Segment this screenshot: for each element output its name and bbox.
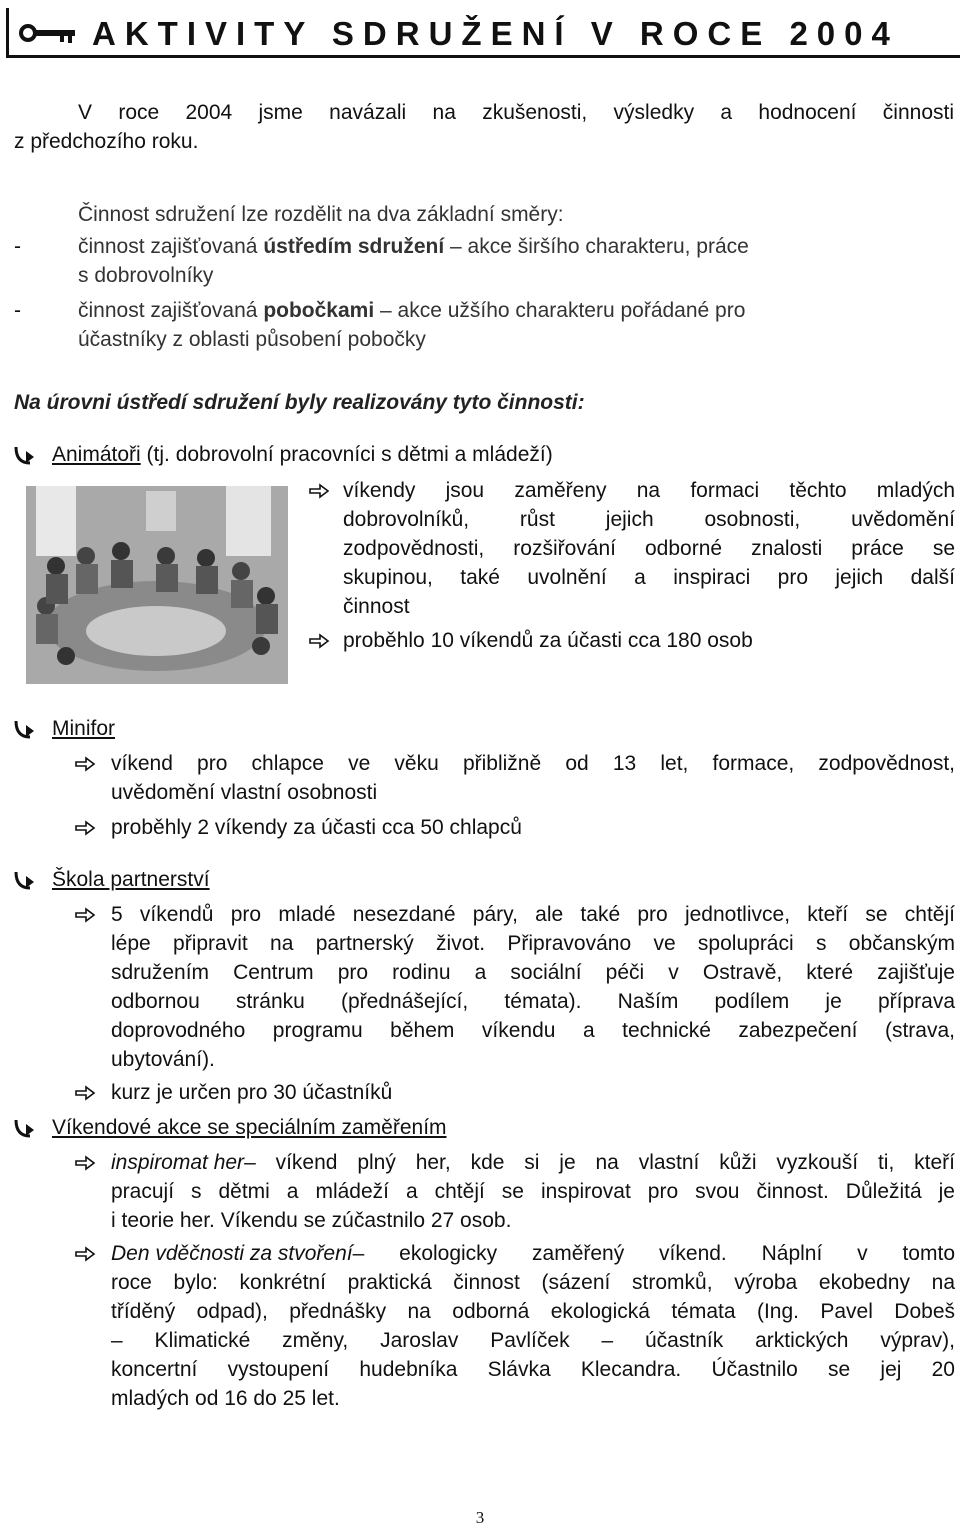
vikendove-bullet-1-line-2: pracují s dětmi a mládeží a chtějí se inspirovat pro svou činnost. Důležitá je (111, 1180, 955, 1203)
skola-bullet-1-line-4: odbornou stránku (přednášející, témata). Naším podílem je příprava (111, 990, 955, 1013)
section-heading: Na úrovni ústředí sdružení byly realizovány tyto činnosti: (14, 391, 585, 414)
vikendove-bullet-1-italic: inspiromat her (111, 1151, 245, 1174)
animatori-bullet-1-line-3: zodpovědnosti, rozšiřování odborné znalosti práce se (343, 537, 955, 560)
minifor-bullet-2: proběhly 2 víkendy za účasti cca 50 chlapců (111, 816, 522, 839)
dash: - (14, 235, 21, 258)
division-item-1-line-2: s dobrovolníky (78, 264, 214, 287)
division-item-2-rest: – akce užšího charakteru pořádané pro (374, 299, 746, 322)
animatori-title-rest: (tj. dobrovolní pracovníci s dětmi a mládeží) (140, 443, 553, 466)
skola-bullet-1-line-1: 5 víkendů pro mladé nesezdané páry, ale také pro jednotlivce, kteří se chtějí (111, 903, 955, 926)
division-item-1 (78, 233, 954, 261)
vikendove-bullet-1-line-1 (111, 1149, 955, 1177)
animatori-bullet-1-line-2: dobrovolníků, růst jejich osobnosti, uvědomění (343, 508, 955, 531)
vikendove-bullet-1-rest: – víkend plný her, kde si je na vlastní kůži vyzkouší ti, kteří (244, 1151, 955, 1174)
pointing-hand-icon (74, 1081, 96, 1103)
animatori-bullet-2: proběhlo 10 víkendů za účasti cca 180 osob (343, 629, 753, 652)
division-item-2-bold: pobočkami (263, 299, 375, 322)
curved-arrow-icon (12, 868, 38, 892)
skola-title: Škola partnerství (52, 868, 210, 891)
vikendove-bullet-2-line-5: koncertní vystoupení hudebníka Slávka Klecandra. Účastnilo se jej 20 (111, 1358, 955, 1381)
animatori-title: Animátoři (52, 443, 141, 466)
division-item-1-bold: ústředím sdružení (263, 235, 445, 258)
vikendove-bullet-2-line-3: tříděný odpad), přednášky na odborná ekologická témata (Ing. Pavel Dobeš (111, 1300, 955, 1323)
minifor-title: Minifor (52, 717, 116, 740)
animatori-title-line (52, 441, 553, 469)
page-title: AKTIVITY SDRUŽENÍ V ROCE 2004 (92, 15, 899, 52)
pointing-hand-icon (74, 1242, 96, 1264)
animatori-bullet-1-line-1: víkendy jsou zaměřeny na formaci těchto mladých (343, 479, 955, 502)
division-item-1-prefix: činnost zajišťovaná (78, 235, 264, 258)
minifor-bullet-1-line-1: víkend pro chlapce ve věku přibližně od 13 let, formace, zodpovědnost, (111, 752, 955, 775)
curved-arrow-icon (12, 717, 38, 741)
pointing-hand-icon (74, 816, 96, 838)
division-item-2-prefix: činnost zajišťovaná (78, 299, 264, 322)
skola-bullet-2: kurz je určen pro 30 účastníků (111, 1081, 393, 1104)
division-item-2-line-2: účastníky z oblasti působení pobočky (78, 328, 426, 351)
pointing-hand-icon (308, 479, 330, 501)
division-item-2 (78, 297, 745, 325)
vikendove-bullet-2-rest: – ekologicky zaměřený víkend. Náplní v tomto (352, 1242, 955, 1265)
vikendove-bullet-2-line-2: roce bylo: konkrétní praktická činnost (sázení stromků, výroba ekobedny na (111, 1271, 955, 1294)
division-item-1-rest: – akce širšího charakteru, práce (444, 235, 749, 258)
group-photo (26, 486, 288, 684)
curved-arrow-icon (12, 443, 38, 467)
vikendove-bullet-2-line-4: – Klimatické změny, Jaroslav Pavlíček – účastník arktických výprav), (111, 1329, 955, 1352)
skola-bullet-1-line-6: ubytování). (111, 1048, 215, 1071)
pointing-hand-icon (308, 629, 330, 651)
skola-bullet-1-line-2: lépe připravit na partnerský život. Připravováno ve spolupráci s občanským (111, 932, 955, 955)
intro-line-2: z předchozího roku. (14, 130, 199, 153)
curved-arrow-icon (12, 1116, 38, 1140)
vikendove-bullet-2-italic: Den vděčnosti za stvoření (111, 1242, 353, 1265)
pointing-hand-icon (74, 903, 96, 925)
key-icon (18, 22, 78, 44)
vikendove-bullet-1-line-3: i teorie her. Víkendu se zúčastnilo 27 osob. (111, 1209, 512, 1232)
vikendove-title: Víkendové akce se speciálním zaměřením (52, 1116, 447, 1139)
dash: - (14, 299, 21, 322)
pointing-hand-icon (74, 1151, 96, 1173)
vikendove-bullet-2-line-6: mladých od 16 do 25 let. (111, 1387, 340, 1410)
vikendove-bullet-2-line-1 (111, 1240, 955, 1268)
skola-bullet-1-line-3: sdružením Centrum pro rodinu a sociální péči v Ostravě, které zajišťuje (111, 961, 955, 984)
minifor-bullet-1-line-2: uvědomění vlastní osobnosti (111, 781, 378, 804)
division-lead: Činnost sdružení lze rozdělit na dva základní směry: (78, 203, 564, 226)
animatori-bullet-1-line-5: činnost (343, 595, 410, 618)
skola-bullet-1-line-5: doprovodného programu během víkendu a technické zabezpečení (strava, (111, 1019, 955, 1042)
page-number: 3 (475, 1508, 485, 1527)
pointing-hand-icon (74, 752, 96, 774)
animatori-bullet-1-line-4: skupinou, také uvolnění a inspiraci pro jejich další (343, 566, 955, 589)
intro-line-1: V roce 2004 jsme navázali na zkušenosti, výsledky a hodnocení činnosti (78, 101, 954, 124)
